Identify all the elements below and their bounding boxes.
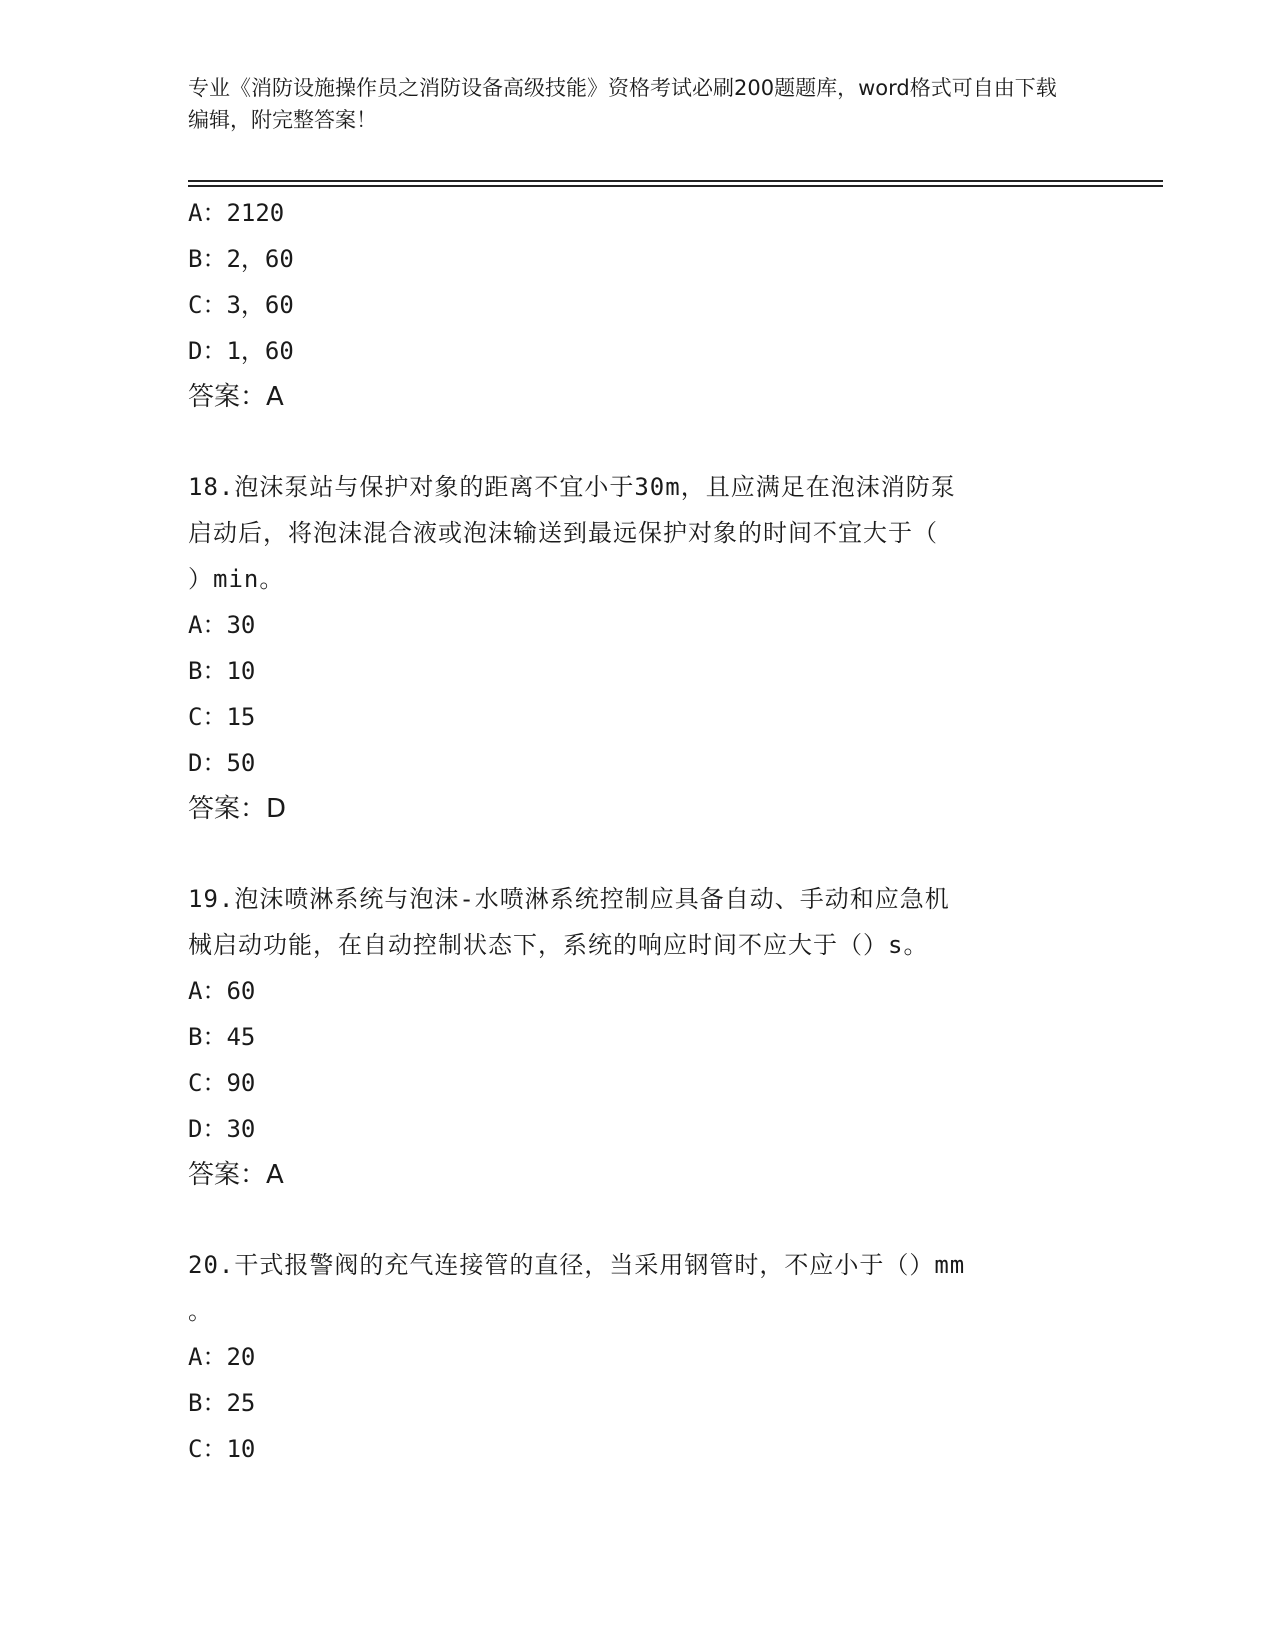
header-rule-bottom — [188, 185, 1163, 187]
question-17-tail — [188, 190, 1088, 420]
answer-line: 答案：A — [188, 382, 284, 412]
question-stem-line: 19.泡沫喷淋系统与泡沫-水喷淋系统控制应具备自动、手动和应急机 — [188, 885, 950, 913]
question-list — [188, 190, 1088, 1472]
header-rule-top — [188, 180, 1163, 182]
option-a: A：20 — [188, 1343, 256, 1371]
option-b: B：2，60 — [188, 245, 294, 273]
option-a: A：2120 — [188, 199, 285, 227]
option-d: D：30 — [188, 1115, 256, 1143]
question-19 — [188, 876, 1088, 1198]
option-a: A：60 — [188, 977, 256, 1005]
header-title: 专业《消防设施操作员之消防设备高级技能》资格考试必刷200题题库，word格式可自由下载编辑，附完整答案！ — [188, 76, 1057, 132]
option-c: C：90 — [188, 1069, 256, 1097]
option-c: C：3，60 — [188, 291, 294, 319]
question-stem-line: 。 — [188, 1297, 213, 1325]
question-stem-line: 20.干式报警阀的充气连接管的直径，当采用钢管时，不应小于（）mm — [188, 1251, 966, 1279]
question-stem-line: 18.泡沫泵站与保护对象的距离不宜小于30m，且应满足在泡沫消防泵 — [188, 473, 956, 501]
option-a: A：30 — [188, 611, 256, 639]
question-stem-line: ）min。 — [188, 565, 285, 593]
answer-line: 答案：D — [188, 794, 287, 824]
option-c: C：10 — [188, 1435, 256, 1463]
question-stem-line: 启动后，将泡沫混合液或泡沫输送到最远保护对象的时间不宜大于（ — [188, 519, 938, 547]
option-d: D：1，60 — [188, 337, 294, 365]
option-b: B：45 — [188, 1023, 256, 1051]
option-d: D：50 — [188, 749, 256, 777]
question-18 — [188, 464, 1088, 832]
question-stem-line: 械启动功能，在自动控制状态下，系统的响应时间不应大于（）s。 — [188, 931, 929, 959]
option-c: C：15 — [188, 703, 256, 731]
option-b: B：25 — [188, 1389, 256, 1417]
document-header — [188, 72, 1068, 136]
answer-line: 答案：A — [188, 1160, 284, 1190]
question-20 — [188, 1242, 1088, 1472]
option-b: B：10 — [188, 657, 256, 685]
